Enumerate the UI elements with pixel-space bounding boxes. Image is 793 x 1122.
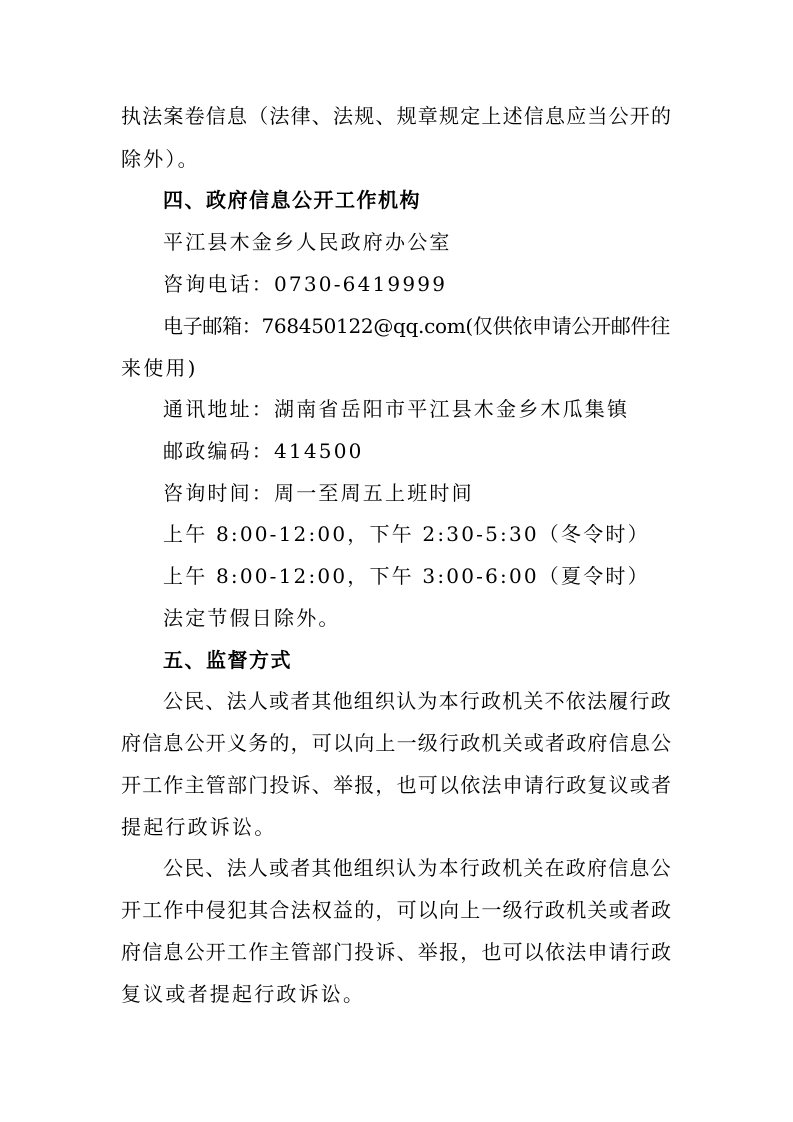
postcode-line: 邮政编码：414500 [163, 439, 364, 463]
intro-line-2: 除外）。 [121, 147, 200, 171]
para1-line-3: 开工作主管部门投诉、举报，也可以依法申请行政复议或者 [121, 773, 673, 797]
phone-line: 咨询电话：0730-6419999 [163, 272, 448, 296]
para2-line-2: 开工作中侵犯其合法权益的，可以向上一级行政机关或者政 [121, 898, 673, 922]
hours-line: 咨询时间：周一至周五上班时间 [163, 481, 474, 505]
email-line-1: 电子邮箱：768450122@qq.com(仅供依申请公开邮件往 [163, 314, 670, 338]
address-line: 通讯地址：湖南省岳阳市平江县木金乡木瓜集镇 [163, 397, 630, 421]
office-name: 平江县木金乡人民政府办公室 [163, 230, 452, 254]
email-line-2: 来使用) [121, 356, 198, 380]
intro-line-1: 执法案卷信息（法律、法规、规章规定上述信息应当公开的 [121, 104, 673, 128]
para1-line-1: 公民、法人或者其他组织认为本行政机关不依法履行政 [163, 689, 672, 713]
winter-hours-line: 上午 8:00-12:00，下午 2:30-5:30（冬令时） [163, 522, 650, 546]
section-4-heading: 四、政府信息公开工作机构 [163, 188, 421, 212]
para1-line-2: 府信息公开义务的，可以向上一级行政机关或者政府信息公 [121, 731, 673, 755]
section-5-heading: 五、监督方式 [163, 648, 292, 672]
para2-line-1: 公民、法人或者其他组织认为本行政机关在政府信息公 [163, 856, 672, 880]
para1-line-4: 提起行政诉讼。 [121, 815, 277, 839]
summer-hours-line: 上午 8:00-12:00，下午 3:00-6:00（夏令时） [163, 564, 650, 588]
para2-line-3: 府信息公开工作主管部门投诉、举报，也可以依法申请行政 [121, 940, 673, 964]
para2-line-4: 复议或者提起行政诉讼。 [121, 982, 366, 1006]
holiday-line: 法定节假日除外。 [163, 606, 341, 630]
